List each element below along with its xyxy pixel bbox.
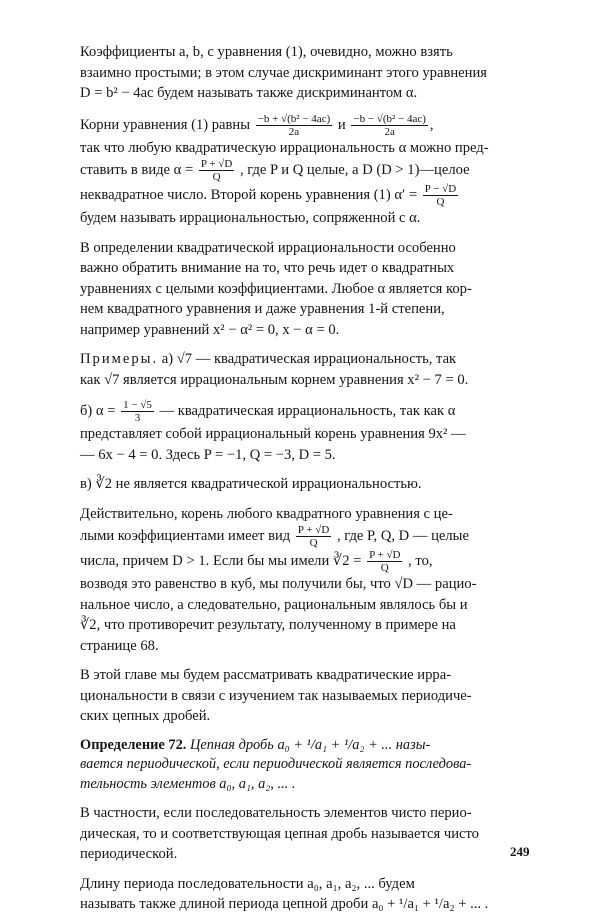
text-line: вается периодической, если периодической является последова- (80, 756, 472, 772)
text-fragment: , где P и Q целые, а D (D > 1)—целое (239, 161, 470, 178)
fraction-numerator: −b − √(b² − 4ac) (353, 112, 426, 125)
paragraph-discriminant (80, 42, 538, 104)
examples-label: Примеры. (80, 351, 159, 367)
text-fragment: — квадратическая иррациональность, так как α (159, 402, 456, 419)
text-line: В определении квадратической иррациональности особенно (80, 239, 456, 256)
text-fragment: ставить в виде α = (80, 161, 194, 178)
text-line (80, 183, 538, 208)
text-line: странице 68. (80, 637, 159, 654)
text-line: в) ∛2 не является квадратической иррациональностью. (80, 476, 422, 492)
fraction-numerator: P + √D (369, 549, 401, 561)
fraction-numerator: P − √D (424, 183, 457, 195)
page-number: 249 (510, 844, 530, 859)
text-line: периодической. (80, 846, 178, 862)
text-line: Действительно, корень любого квадратного уравнения с це- (80, 505, 453, 522)
paragraph-roots (80, 113, 538, 229)
paragraph-purely-periodic (80, 803, 538, 865)
fraction-example-b (121, 399, 154, 424)
text-fragment: , где P, Q, D — целые (336, 527, 469, 544)
definition-label: Определение 72. (80, 736, 187, 753)
text-line (80, 549, 538, 574)
text-line: ских цепных дробей. (80, 708, 211, 724)
text-fragment: а) √7 — квадратическая иррациональность, так (161, 351, 457, 367)
text-line: циональности в связи с изучением так называемых периодиче- (80, 687, 472, 704)
fraction-numerator: P + √D (200, 158, 233, 170)
text-line: В этой главе мы будем рассматривать квадратические ирра- (80, 667, 452, 683)
text-line: Коэффициенты a, b, c уравнения (1), очевидно, можно взять (80, 44, 453, 60)
paragraph-period-length (80, 874, 538, 915)
text-line: называть также длиной периода цепной дроби a₀ + ¹/a₁ + ¹/a₂ + ... . (80, 896, 489, 912)
paragraph-proof (80, 504, 538, 657)
text-line: D = b² − 4ac будем называть также дискриминантом α. (80, 85, 418, 101)
text-line (80, 736, 538, 756)
text-fragment: , то, (408, 552, 433, 569)
text-line: например уравнений x² − α² = 0, x − α = 0. (80, 321, 340, 338)
text-fragment: б) α = (80, 402, 116, 419)
fraction-denominator: Q (436, 196, 445, 208)
text-line: ∛2, что противоречит результату, полученному в примере на (80, 617, 456, 633)
fraction-alpha (199, 158, 234, 183)
text-line: тельность элементов a₀, a₁, a₂, ... . (80, 775, 296, 792)
paragraph-examples (80, 349, 538, 390)
fraction-denominator: Q (212, 171, 221, 183)
paragraph-chapter-intro (80, 665, 538, 727)
text-fragment: Корни уравнения (1) равны (80, 116, 251, 133)
paragraph-definition-note (80, 238, 538, 341)
text-line: — 6x − 4 = 0. Здесь P = −1, Q = −3, D = 5. (80, 446, 336, 463)
text-line: представляет собой иррациональный корень уравнения 9x² — (80, 426, 466, 442)
text-line: В частности, если последовательность элементов чисто перио- (80, 805, 472, 821)
text-line: нем квадратного уравнения и даже уравнения 1-й степени, (80, 301, 445, 317)
fraction-conjugate (423, 183, 458, 208)
fraction-denominator: Q (380, 562, 389, 574)
fraction-general-root (296, 524, 331, 549)
fraction-cube-root-equation (367, 549, 402, 574)
fraction-numerator: −b + √(b² − 4ac) (257, 112, 331, 125)
fraction-root2 (351, 113, 428, 138)
text-line: Длину периода последовательности a₀, a₁, a₂, ... будем (80, 875, 415, 892)
text-fragment: Цепная дробь a₀ + ¹/a₁ + ¹/a₂ + ... назы- (189, 736, 431, 753)
fraction-root1 (256, 113, 333, 138)
text-fragment: числа, причем D > 1. Если бы мы имели ∛2 = (80, 552, 362, 569)
paragraph-example-b (80, 399, 538, 465)
fraction-numerator: 1 − √5 (123, 399, 152, 411)
text-line: Корни уравнения (1) равны $\frac{\text{−b + √(b² − 4ac)}}{2a}$ и $\frac{\text{−b − √(b² − 4ac)}}{2a}$ , (80, 112, 434, 138)
text-line: дическая, то и соответствующая цепная дробь называется чисто (80, 825, 479, 842)
paragraph-example-c (80, 474, 538, 495)
text-line (80, 158, 538, 183)
text-line (80, 349, 538, 370)
fraction-denominator: 2a (384, 125, 395, 138)
text-line: важно обратить внимание на то, что речь идет о квадратных (80, 260, 455, 276)
text-line: будем называть иррациональностью, сопряженной с α. (80, 210, 421, 226)
fraction-denominator: 3 (134, 412, 141, 424)
text-fragment: лыми коэффициентами имеет вид (80, 527, 291, 544)
fraction-denominator: 2a (288, 125, 300, 138)
text-line: уравнениях с целыми коэффициентами. Любое α является кор- (80, 280, 472, 297)
text-line (80, 399, 538, 424)
text-line: так что любую квадратическую иррациональность α можно пред- (80, 139, 489, 156)
text-line: нальное число, а следовательно, рациональным являлось бы и (80, 596, 468, 613)
definition-72 (80, 736, 538, 795)
fraction-denominator: Q (309, 537, 318, 549)
fraction-numerator: P + √D (297, 524, 330, 536)
text-line: как √7 является иррациональным корнем уравнения x² − 7 = 0. (80, 371, 469, 388)
text-line: возводя это равенство в куб, мы получили бы, что √D — рацио- (80, 576, 477, 592)
text-fragment: неквадратное число. Второй корень уравнения (1) α′ = (80, 186, 418, 203)
text-line (80, 524, 538, 549)
text-fragment: и (337, 116, 346, 133)
text-line: взаимно простыми; в этом случае дискриминант этого уравнения (80, 64, 487, 81)
